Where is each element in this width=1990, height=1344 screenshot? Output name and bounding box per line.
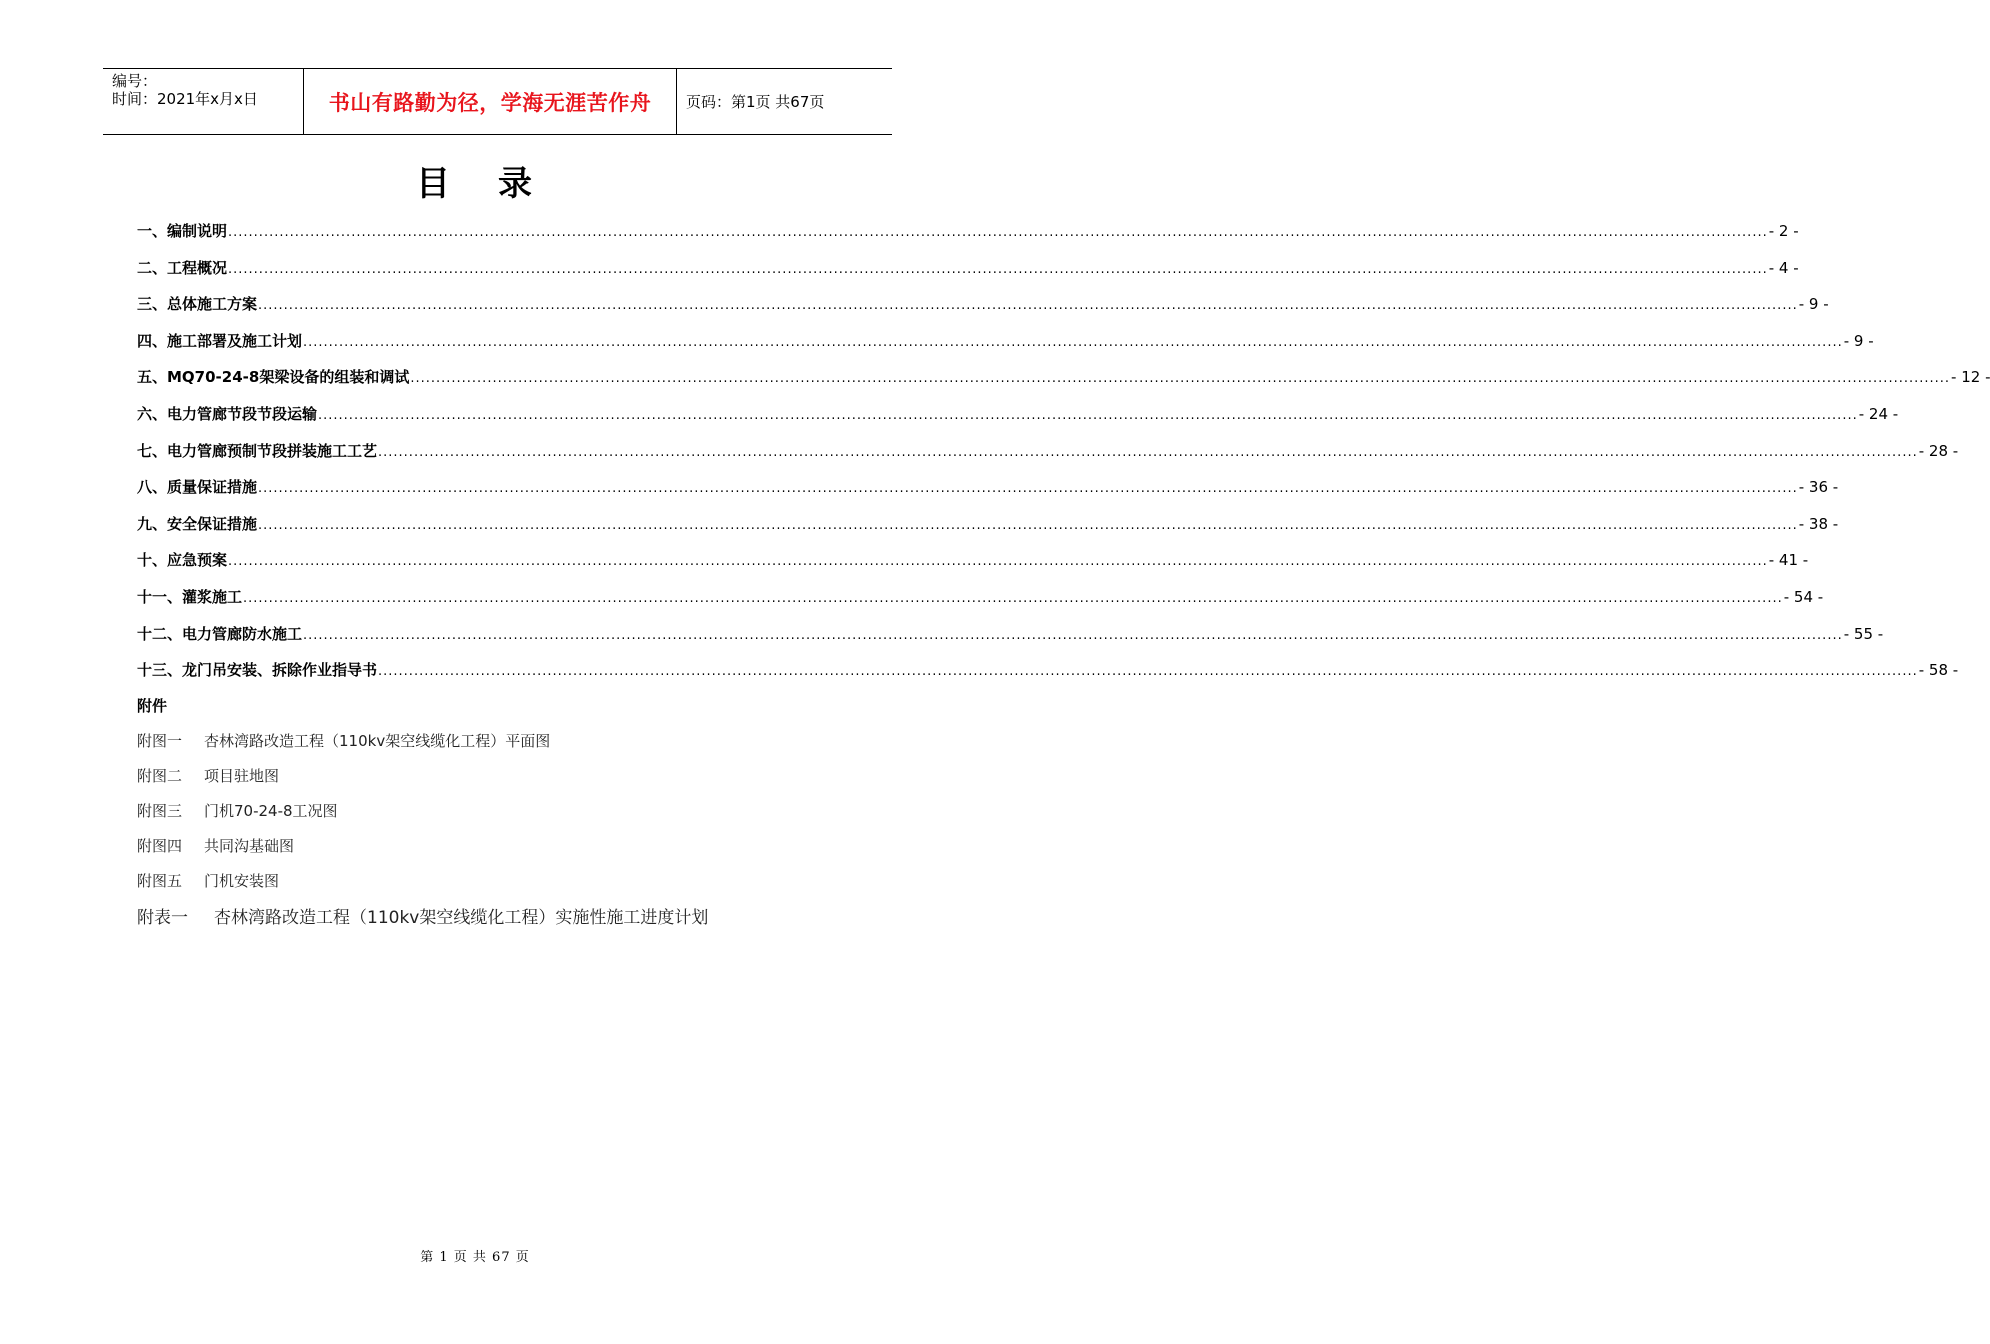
attachment-item <box>137 800 338 821</box>
toc-leader: ............................................................................................................................................................................................................................................................................................................ <box>258 517 1798 533</box>
toc-entry[interactable] <box>137 511 1839 548</box>
toc-entry[interactable] <box>137 364 1990 401</box>
title-char-right: 录 <box>498 164 534 204</box>
toc-entry-page: - 28 - <box>1918 441 1959 460</box>
toc-entry-label: 三、总体施工方案 <box>137 295 258 314</box>
toc-leader: ............................................................................................................................................................................................................................................................................................................ <box>258 481 1798 497</box>
toc-leader: ............................................................................................................................................................................................................................................................................................................ <box>303 334 1843 350</box>
toc-entry[interactable] <box>137 328 1874 365</box>
toc-entry[interactable] <box>137 291 1829 328</box>
toc-leader: ............................................................................................................................................................................................................................................................................................................ <box>243 590 1783 606</box>
attachment-key: 附图五 <box>137 872 183 890</box>
toc-entry-page: - 4 - <box>1768 258 1799 277</box>
attachment-key: 附图一 <box>137 732 183 750</box>
toc-entry-page: - 58 - <box>1918 661 1959 680</box>
toc-entry-label: 九、安全保证措施 <box>137 514 258 533</box>
header-meta-cell <box>103 69 303 134</box>
toc-entry-page: - 36 - <box>1798 478 1839 497</box>
toc-leader: ............................................................................................................................................................................................................................................................................................................ <box>410 371 1951 387</box>
attachment-text: 杏林湾路改造工程（110kv架空线缆化工程）实施性施工进度计划 <box>214 908 709 928</box>
attachment-key: 附图三 <box>137 802 183 820</box>
toc-entry[interactable] <box>137 621 1884 658</box>
document-time-label: 时间：2021年x月x日 <box>112 90 258 108</box>
toc-entry-label: 一、编制说明 <box>137 222 228 240</box>
attachment-text: 共同沟基础图 <box>204 837 295 855</box>
toc-entry-label: 五、MQ70-24-8架梁设备的组装和调试 <box>137 368 410 387</box>
attachment-key: 附图二 <box>137 767 183 785</box>
attachment-item <box>137 870 279 891</box>
attachment-item <box>137 730 550 751</box>
attachment-key: 附图四 <box>137 837 183 855</box>
toc-entry-label: 八、质量保证措施 <box>137 478 258 497</box>
toc-entry-page: - 9 - <box>1798 295 1829 314</box>
toc-entry-page: - 41 - <box>1768 551 1809 570</box>
page-title <box>0 156 950 205</box>
table-of-contents <box>137 218 1990 694</box>
toc-entry-page: - 55 - <box>1843 624 1884 643</box>
toc-entry[interactable] <box>137 218 1799 255</box>
attachment-key: 附表一 <box>137 908 188 928</box>
toc-entry-label: 六、电力管廊节段节段运输 <box>137 404 318 423</box>
toc-entry-label: 十三、龙门吊安装、拆除作业指导书 <box>137 661 378 680</box>
attachment-text: 杏林湾路改造工程（110kv架空线缆化工程）平面图 <box>204 732 551 750</box>
toc-entry-label: 二、工程概况 <box>137 258 228 277</box>
toc-entry-page: - 12 - <box>1951 368 1990 387</box>
toc-entry-label: 四、施工部署及施工计划 <box>137 331 303 350</box>
toc-entry[interactable] <box>137 401 1899 438</box>
toc-entry[interactable] <box>137 255 1799 292</box>
attachments-heading: 附件 <box>137 697 168 715</box>
toc-entry[interactable] <box>137 657 1959 694</box>
attachment-item <box>137 903 708 928</box>
header-motto: 书山有路勤为径，学海无涯苦作舟 <box>303 69 677 134</box>
toc-entry[interactable] <box>137 474 1839 511</box>
toc-entry-page: - 2 - <box>1768 222 1799 240</box>
toc-leader: ............................................................................................................................................................................................................................................................................................................ <box>228 261 1768 277</box>
toc-leader: ............................................................................................................................................................................................................................................................................................................ <box>318 407 1858 423</box>
toc-leader: ............................................................................................................................................................................................................................................................................................................ <box>378 444 1918 460</box>
toc-entry[interactable] <box>137 438 1959 475</box>
document-number-label: 编号： <box>112 72 158 90</box>
page-header <box>103 68 892 135</box>
header-page-info: 页码：第1页 共67页 <box>686 93 825 111</box>
page-footer: 第 1 页 共 67 页 <box>420 1250 530 1265</box>
title-char-left: 目 <box>416 164 452 204</box>
attachment-text: 门机安装图 <box>204 872 280 890</box>
toc-entry-page: - 54 - <box>1783 587 1824 606</box>
toc-leader: ............................................................................................................................................................................................................................................................................................................ <box>378 664 1918 680</box>
toc-leader: ............................................................................................................................................................................................................................................................................................................ <box>303 627 1843 643</box>
toc-leader: ............................................................................................................................................................................................................................................................................................................ <box>228 225 1768 240</box>
toc-entry[interactable] <box>137 547 1809 584</box>
toc-entry-page: - 9 - <box>1843 331 1874 350</box>
attachment-item <box>137 765 279 786</box>
attachment-item <box>137 835 294 856</box>
toc-entry-label: 七、电力管廊预制节段拼装施工工艺 <box>137 441 378 460</box>
attachment-text: 门机70-24-8工况图 <box>204 802 338 820</box>
toc-entry-page: - 38 - <box>1798 514 1839 533</box>
toc-leader: ............................................................................................................................................................................................................................................................................................................ <box>258 298 1798 314</box>
toc-entry-label: 十二、电力管廊防水施工 <box>137 624 303 643</box>
toc-entry-label: 十一、灌浆施工 <box>137 587 243 606</box>
attachment-text: 项目驻地图 <box>204 767 280 785</box>
toc-leader: ............................................................................................................................................................................................................................................................................................................ <box>228 554 1768 570</box>
toc-entry-page: - 24 - <box>1858 404 1899 423</box>
toc-entry[interactable] <box>137 584 1824 621</box>
toc-entry-label: 十、应急预案 <box>137 551 228 570</box>
